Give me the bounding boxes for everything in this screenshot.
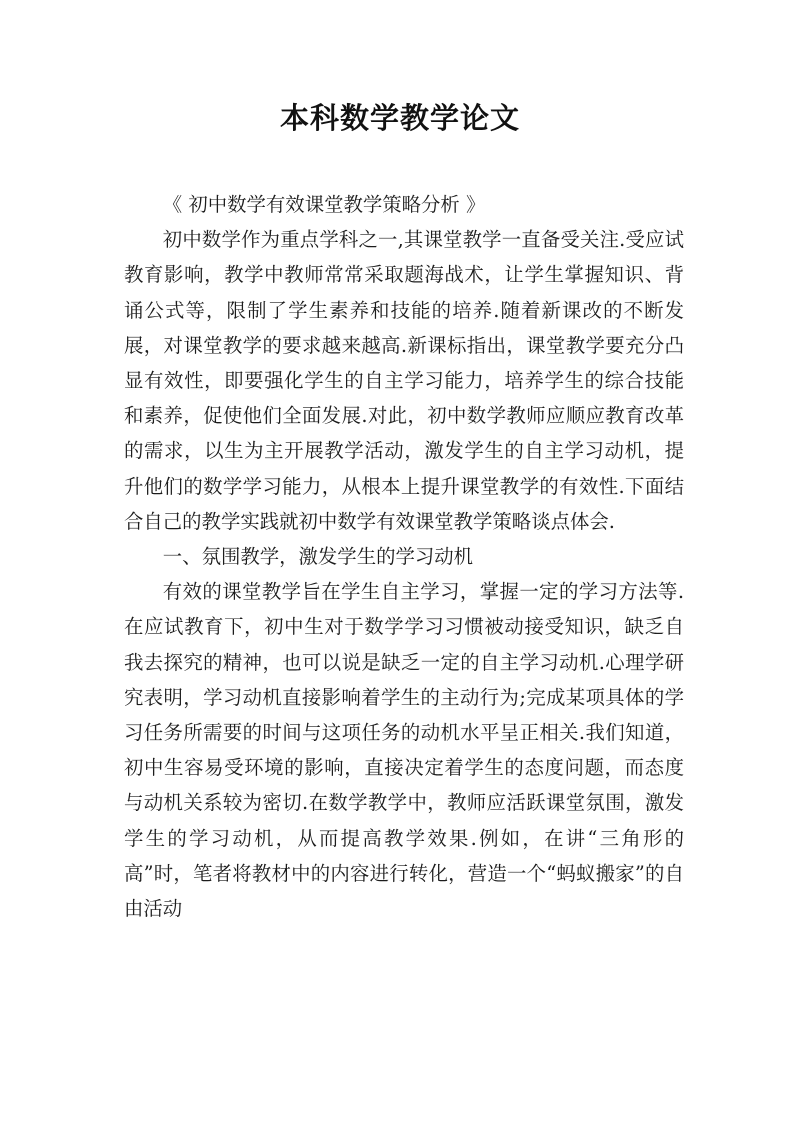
document-body [124,187,684,926]
section-heading: 一、氛围教学，激发学生的学习动机 [162,545,474,569]
page-title: 本科数学教学论文 [279,101,520,135]
section-paragraph: 有效的课堂教学旨在学生自主学习，掌握一定的学习方法等.在应试教育下，初中生对于数学学习习惯被动接受知识，缺乏自我去探究的精神，也可以说是缺乏一定的自主学习动机.心理学研究表明，学习动机直接影响着学生的主动行为;完成某项具体的学习任务所需要的时间与这项任务的动机水平呈正相关.我们知道，初中生容易受环境的影响，直接决定着学生的态度问题，而态度与动机关系较为密切.在数学教学中，教师应活跃课堂氛围，激发学生的学习动机，从而提高教学效果.例如，在讲“三角形的高”时，笔者将教材中的内容进行转化，营造一个“蚂蚁搬家”的自由活动 [124,580,684,921]
article-subtitle: 《 初中数学有效课堂教学策略分析 》 [162,193,486,216]
intro-paragraph: 初中数学作为重点学科之一,其课堂教学一直备受关注.受应试教育影响，教学中教师常常采取题海战术，让学生掌握知识、背诵公式等，限制了学生素养和技能的培养.随着新课改的不断发展，对课堂教学的要求越来越高.新课标指出，课堂教学要充分凸显有效性，即要强化学生的自主学习能力，培养学生的综合技能和素养，促使他们全面发展.对此，初中数学教师应顺应教育改革的需求，以生为主开展教学活动，激发学生的自主学习动机，提升他们的数学学习能力，从根本上提升课堂教学的有效性.下面结合自己的教学实践就初中数学有效课堂教学策略谈点体会. [124,228,684,533]
